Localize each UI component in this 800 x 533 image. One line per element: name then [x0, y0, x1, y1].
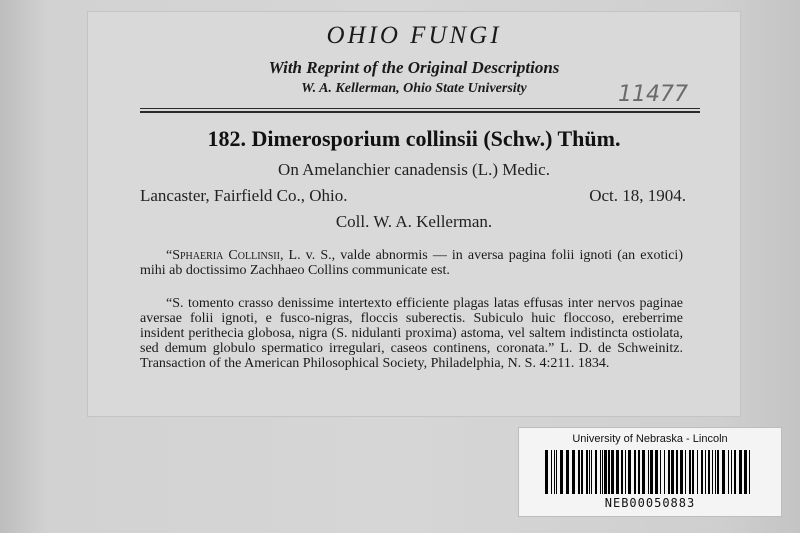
- barcode-bar: [616, 450, 619, 494]
- barcode-bar: [648, 450, 649, 494]
- institution-barcode-label: [518, 427, 782, 517]
- barcode-bar: [556, 450, 557, 494]
- barcode-bar: [715, 450, 716, 494]
- barcode-bar: [600, 450, 601, 494]
- species-name: 182. Dimerosporium collinsii (Schw.) Thüm.: [207, 126, 621, 151]
- barcode-bar: [650, 450, 653, 494]
- barcode-bar: [578, 450, 580, 494]
- barcode-bar: [572, 450, 575, 494]
- barcode-bar: [638, 450, 640, 494]
- barcode-bar: [717, 450, 719, 494]
- barcode-image: [545, 450, 755, 494]
- barcode-bar: [602, 450, 603, 494]
- barcode-bar: [655, 450, 658, 494]
- barcode-bar: [685, 450, 686, 494]
- description-paragraph-2: “S. tomento crasso denissime intertexto efficiente plagas latas effusas inter nervos paginae aversae folii ignoti, e fusco-nigras, floccis suberectis. Subiculo huic floccoso, ereberrime insident perithecia globosa, nigra (S. nidulanti proxima) astoma, vel saltem indistincta ostiolata, sed demum globulo spermatico irregulari, caseos continens, coronata.” L. D. de Schweinitz. Transaction of the American Philosophical Society, Philadelphia, N. S. 4:211. 1834.: [140, 296, 683, 371]
- barcode-bar: [589, 450, 590, 494]
- barcode-bar: [728, 450, 729, 494]
- barcode-bar: [671, 450, 674, 494]
- barcode-bar: [581, 450, 583, 494]
- barcode-bar: [621, 450, 623, 494]
- label-subtitle: With Reprint of the Original Descriptions: [268, 58, 560, 77]
- barcode-bar: [697, 450, 698, 494]
- barcode-bar: [749, 450, 750, 494]
- specimen-label: [88, 12, 740, 416]
- description-p1-text: L. v. S., valde abnormis — in aversa pagina folii ignoti (an exotici) mihi ab doctissimo Zachhaeo Collins communicate est.: [140, 248, 683, 278]
- institution-name: University of Nebraska - Lincoln: [572, 433, 728, 445]
- header-rule-thick: [140, 111, 700, 113]
- barcode-bar: [680, 450, 683, 494]
- barcode-bar: [722, 450, 725, 494]
- label-title: OHIO FUNGI: [326, 22, 502, 49]
- barcode-bar: [554, 450, 555, 494]
- barcode-bar: [676, 450, 678, 494]
- barcode-bar: [628, 450, 631, 494]
- barcode-bar: [705, 450, 706, 494]
- description-paragraph-1: [140, 248, 683, 278]
- barcode-bar: [689, 450, 691, 494]
- barcode-bar: [668, 450, 670, 494]
- barcode-bar: [545, 450, 548, 494]
- barcode-bar: [692, 450, 694, 494]
- barcode-bar: [731, 450, 732, 494]
- barcode-bar: [611, 450, 614, 494]
- barcode-bar: [595, 450, 597, 494]
- collection-date: Oct. 18, 1904.: [589, 186, 686, 205]
- barcode-bar: [604, 450, 607, 494]
- collector: Coll. W. A. Kellerman.: [335, 212, 493, 231]
- barcode-number: NEB00050883: [604, 496, 696, 510]
- barcode-bar: [708, 450, 710, 494]
- barcode-bar: [734, 450, 736, 494]
- host-plant: On Amelanchier canadensis (L.) Medic.: [278, 160, 550, 179]
- handwritten-catalog-number: 11477: [618, 82, 688, 107]
- barcode-bar: [634, 450, 636, 494]
- header-rule-thin: [140, 108, 700, 109]
- barcode-bar: [744, 450, 747, 494]
- barcode-bar: [586, 450, 588, 494]
- barcode-bar: [739, 450, 742, 494]
- label-author: W. A. Kellerman, Ohio State University: [301, 81, 527, 96]
- barcode-bar: [642, 450, 645, 494]
- barcode-bar: [664, 450, 665, 494]
- description-lead: “Sphaeria Collinsii,: [166, 248, 284, 263]
- barcode-bar: [551, 450, 552, 494]
- barcode-bar: [566, 450, 569, 494]
- locality: Lancaster, Fairfield Co., Ohio.: [140, 186, 348, 205]
- barcode-bar: [560, 450, 563, 494]
- barcode-bar: [591, 450, 592, 494]
- barcode-bar: [625, 450, 626, 494]
- barcode-bar: [660, 450, 661, 494]
- barcode-bar: [608, 450, 610, 494]
- barcode-bar: [712, 450, 713, 494]
- barcode-bar: [701, 450, 703, 494]
